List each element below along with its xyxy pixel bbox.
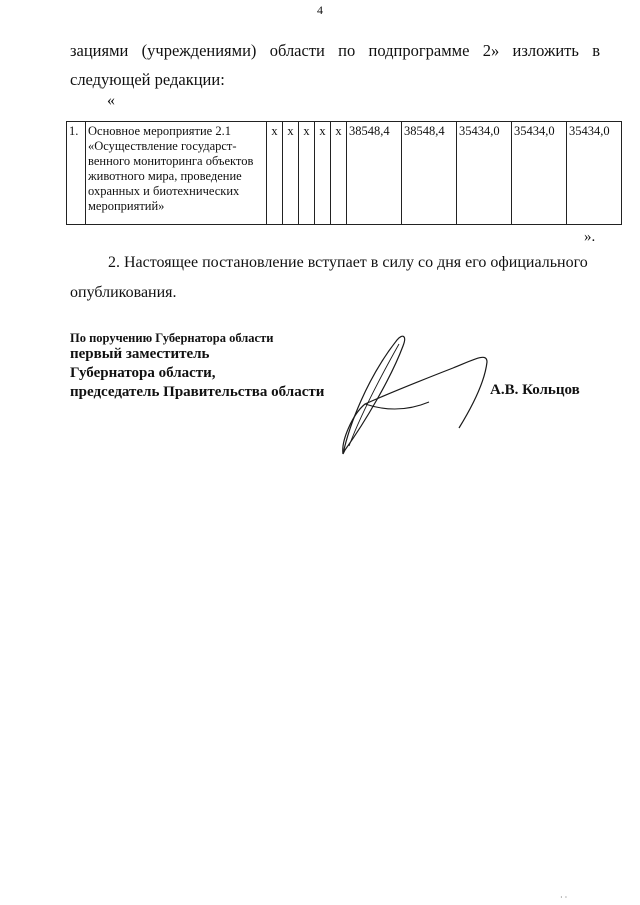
mark-cell: х (331, 122, 347, 225)
scan-mark: · · (560, 893, 568, 902)
row-number: 1. (67, 122, 86, 225)
clause-paragraph: 2. Настоящее постановление вступает в силу со дня его официального опубликования. (70, 254, 588, 301)
mark-cell: х (299, 122, 315, 225)
signatory-title-line: первый заместитель (70, 346, 210, 362)
mark-cell: х (267, 122, 283, 225)
intro-paragraph: зациями (учреждениями) области по подпрограмме 2» изложить в следующей редакции: (70, 41, 600, 89)
opening-quote: « (107, 92, 115, 109)
mark-cell: х (315, 122, 331, 225)
value-cell: 38548,4 (347, 122, 402, 225)
page-number: 4 (317, 3, 323, 17)
closing-quote: ». (584, 229, 596, 245)
mark-cell: х (283, 122, 299, 225)
handwritten-signature (325, 318, 505, 458)
value-cell: 35434,0 (512, 122, 567, 225)
value-cell: 35434,0 (567, 122, 622, 225)
signatory-title-line: председатель Правительства области (70, 384, 325, 400)
value-cell: 38548,4 (402, 122, 457, 225)
row-description: Основное мероприятие 2.1 «Осуществление государст-венного мониторинга объектов животного мира, проведение охранных и биотехнических мероприятий» (86, 122, 267, 225)
measures-table (66, 121, 622, 225)
signatory-title-line: Губернатора области, (70, 365, 216, 381)
signatory-name: А.В. Кольцов (490, 382, 580, 398)
signatory-title (70, 345, 324, 402)
value-cell: 35434,0 (457, 122, 512, 225)
table-row (67, 122, 622, 225)
signature-lead: По поручению Губернатора области (70, 331, 274, 345)
